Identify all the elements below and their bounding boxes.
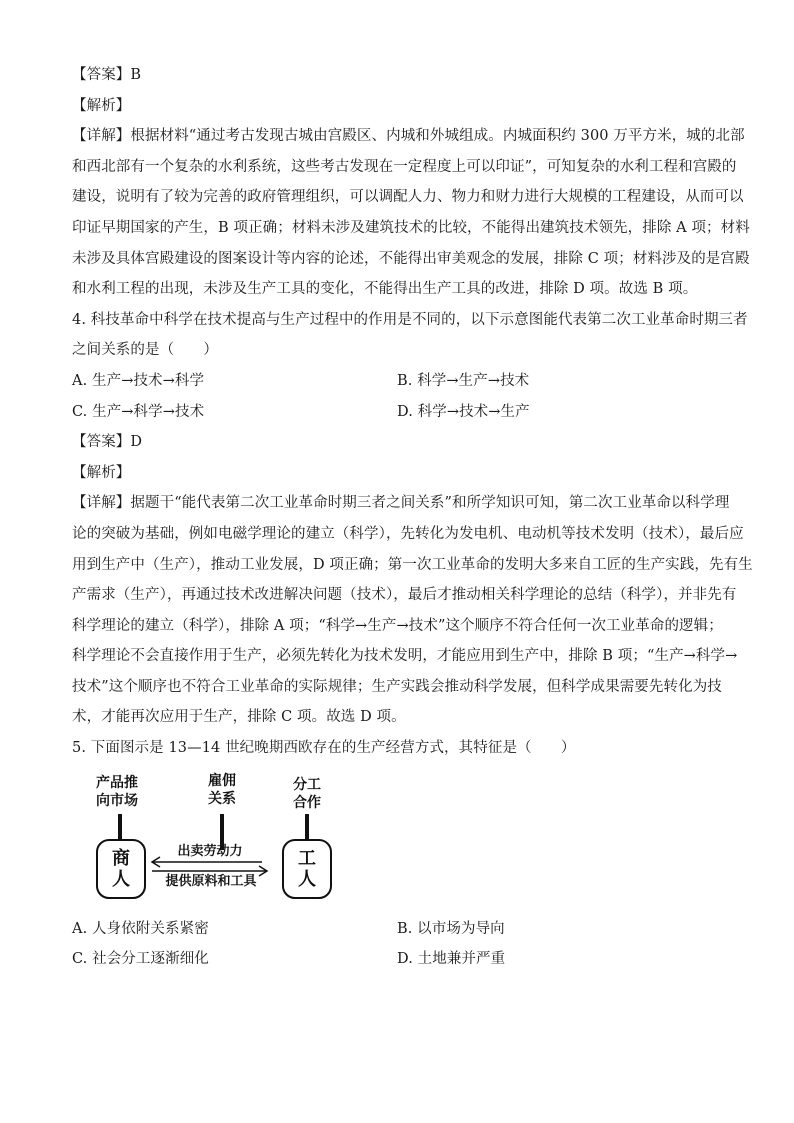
q4-option-c: C. 生产→科学→技术 [72,403,205,420]
q5-option-c: C. 社会分工逐渐细化 [72,951,209,968]
q3-detail-line: 建设，说明有了较为完善的政府管理组织，可以调配人力、物力和财力进行大规模的工程建设，从而可以 [72,189,744,206]
q3-answer: 【答案】B [72,67,142,83]
arrow-label-labour: 出卖劳动力 [177,843,243,859]
q4-option-a: A. 生产→技术→科学 [72,372,205,389]
q3-detail-line: 印证早期国家的产生，B 项正确；材料未涉及建筑技术的比较，不能得出建筑技术领先，排除 A 项；材料 [72,219,750,236]
q5-option-d: D. 土地兼并严重 [397,951,506,968]
q4-detail-line: 技术”这个顺序也不符合工业革命的实际规律；生产实践会推动科学发展，但科学成果需要先转化为技 [72,678,722,695]
q5-option-b: B. 以市场为导向 [397,920,505,937]
q3-detail-line: 和水利工程的出现，未涉及生产工具的变化，不能得出生产工具的改进，排除 D 项。故选 B 项。 [72,281,698,298]
q4-options-row [72,397,726,428]
label-market: 产品推 向市场 [96,774,138,809]
q4-detail-line: 科学理论的建立（科学），排除 A 项；“科学→生产→技术”这个顺序不符合任何一次工业革命的逻辑； [72,617,723,634]
q4-options-row [72,366,726,397]
q4-stem: 之间关系的是（ ） [72,342,218,359]
box-merchant: 商 人 [112,847,130,890]
document-page [72,60,753,975]
arrow-label-materials: 提供原料和工具 [165,873,257,889]
box-worker: 工 人 [298,847,316,890]
q4-option-b: B. 科学→生产→技术 [397,372,530,389]
q4-option-d: D. 科学→技术→生产 [397,403,530,420]
production-diagram [90,770,350,910]
q5-options-row [72,914,726,945]
label-employment: 雇佣 关系 [208,772,236,807]
q4-detail-line: 科学理论不会直接作用于生产，必须先转化为技术发明，才能应用到生产中，排除 B 项；“生产→科学→ [72,648,738,665]
q4-stem: 4. 科技革命中科学在技术提高与生产过程中的作用是不同的，以下示意图能代表第二次工业革命时期三者 [72,311,748,328]
q4-detail-line: 【详解】据题干“能代表第二次工业革命时期三者之间关系”和所学知识可知，第二次工业革命以科学理 [72,495,730,512]
q3-analysis-header: 【解析】 [72,97,131,114]
q4-detail-line: 术，才能再次应用于生产，排除 C 项。故选 D 项。 [72,709,406,726]
q3-detail-line: 和西北部有一个复杂的水利系统，这些考古发现在一定程度上可以印证”，可知复杂的水利工程和宫殿的 [72,158,737,175]
q5-stem: 5. 下面图示是 13—14 世纪晚期西欧存在的生产经营方式，其特征是（ ） [72,740,576,757]
q4-answer: 【答案】D [72,434,143,451]
q4-analysis-header: 【解析】 [72,464,131,481]
q3-detail-line: 【详解】根据材料“通过考古发现古城由宫殿区、内城和外城组成。内城面积约 300 万平方米，城的北部 [72,128,745,145]
q4-detail-line: 产需求（生产），再通过技术改进解决问题（技术），最后才推动相关科学理论的总结（科学），并非先有 [72,587,737,604]
q5-option-a: A. 人身依附关系紧密 [72,920,209,937]
q3-detail-line: 未涉及具体宫殿建设的图案设计等内容的论述，不能得出审美观念的发展，排除 C 项；材料涉及的是宫殿 [72,250,750,267]
label-division: 分工 合作 [293,776,321,811]
q5-options-row [72,944,726,975]
q4-detail-line: 论的突破为基础，例如电磁学理论的建立（科学），先转化为发电机、电动机等技术发明（技术），最后应 [72,525,744,542]
q4-detail-line: 用到生产中（生产），推动工业发展，D 项正确；第一次工业革命的发明大多来自工匠的生产实践，先有生 [72,556,753,573]
